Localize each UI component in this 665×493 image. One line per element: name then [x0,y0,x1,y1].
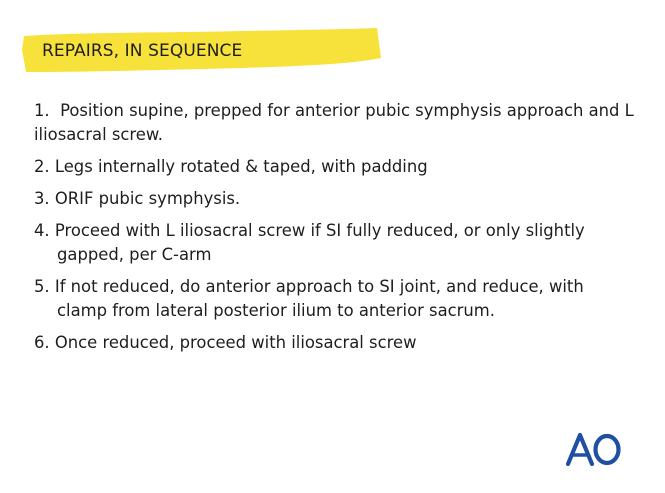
step-number: 2. [34,157,50,176]
ao-logo-icon [566,432,622,466]
step-number: 1. [34,101,50,120]
section-header [22,28,382,72]
steps-list [34,99,634,363]
step-number: 4. [34,221,50,240]
step-text: ORIF pubic symphysis. [54,189,241,208]
step-item [34,219,634,267]
section-title: REPAIRS, IN SEQUENCE [42,41,243,61]
step-item [34,275,634,323]
step-text: If not reduced, do anterior approach to SI joint, and reduce, with clamp from lateral posterior ilium to anterior sacrum. [54,277,584,320]
step-item [34,99,634,147]
step-text: Legs internally rotated & taped, with padding [54,157,428,176]
step-text: Proceed with L iliosacral screw if SI fully reduced, or only slightly gapped, per C-arm [54,221,585,264]
step-item [34,187,634,211]
step-text: Position supine, prepped for anterior pubic symphysis approach and L iliosacral screw. [34,101,634,144]
step-number: 3. [34,189,50,208]
step-item [34,331,634,355]
step-text: Once reduced, proceed with iliosacral screw [54,333,417,352]
step-number: 6. [34,333,50,352]
step-number: 5. [34,277,50,296]
step-item [34,155,634,179]
